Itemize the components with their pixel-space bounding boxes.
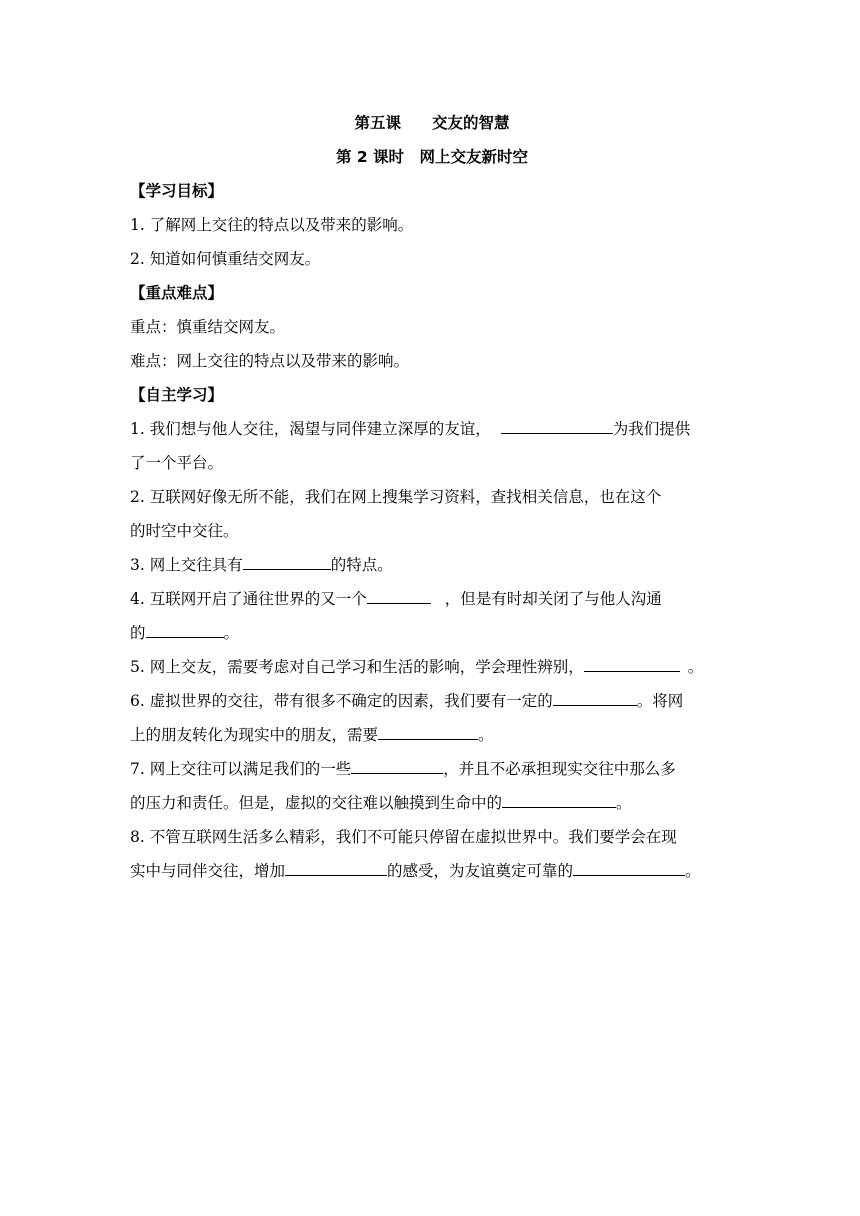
question-1-line: 了一个平台。 bbox=[130, 454, 224, 472]
answer-blank bbox=[243, 555, 331, 570]
question-8-text: 实中与同伴交往，增加 bbox=[130, 862, 286, 880]
question-8-line bbox=[130, 859, 734, 881]
question-6-line bbox=[130, 689, 734, 711]
question-3-text: 的特点。 bbox=[330, 556, 393, 574]
question-7-text: ，并且不必承担现实交往中那么多 bbox=[443, 760, 676, 778]
question-4-text: ，但是有时却关闭了与他人沟通 bbox=[444, 590, 662, 608]
answer-blank bbox=[573, 861, 685, 876]
answer-blank bbox=[502, 793, 616, 808]
question-4-text: 的 bbox=[130, 624, 146, 642]
question-5-text: 。 bbox=[687, 658, 704, 676]
question-4-line bbox=[130, 621, 734, 643]
question-7-text: 的压力和责任。但是，虚拟的交往难以触摸到生命中的 bbox=[130, 794, 503, 812]
question-6-line bbox=[130, 723, 734, 745]
question-7-text: 7. 网上交往可以满足我们的一些 bbox=[130, 760, 352, 778]
question-6-text: 。 bbox=[478, 726, 494, 744]
answer-blank bbox=[501, 419, 613, 434]
lesson-subtitle: 第 2 课时 网上交友新时空 bbox=[335, 148, 529, 166]
question-2-line: 的时空中交往。 bbox=[130, 522, 239, 540]
answer-blank bbox=[553, 691, 637, 706]
question-1-text: 为我们提供 bbox=[612, 420, 691, 438]
goals-heading: 【学习目标】 bbox=[130, 182, 224, 200]
answer-blank bbox=[378, 725, 478, 740]
question-2-line: 2. 互联网好像无所不能，我们在网上搜集学习资料，查找相关信息，也在这个 bbox=[130, 488, 662, 506]
question-7-line bbox=[130, 791, 734, 813]
question-4-text: 4. 互联网开启了通往世界的又一个 bbox=[130, 590, 367, 608]
question-8-text: 的感受，为友谊奠定可靠的 bbox=[387, 862, 574, 880]
question-3-text: 3. 网上交往具有 bbox=[130, 556, 243, 574]
question-1-text: 1. 我们想与他人交往，渴望与同伴建立深厚的友谊， bbox=[130, 420, 491, 438]
question-6-text: 上的朋友转化为现实中的朋友，需要 bbox=[130, 726, 379, 744]
question-3-line bbox=[130, 553, 734, 575]
answer-blank bbox=[367, 589, 431, 604]
question-5-text: 5. 网上交友，需要考虑对自己学习和生活的影响，学会理性辨别， bbox=[130, 658, 584, 676]
answer-blank bbox=[351, 759, 443, 774]
goal-item: 1. 了解网上交往的特点以及带来的影响。 bbox=[130, 216, 414, 234]
question-4-line bbox=[130, 587, 734, 609]
question-8-line: 8. 不管互联网生活多么精彩，我们不可能只停留在虚拟世界中。我们要学会在现 bbox=[130, 828, 677, 846]
key-points-heading: 【重点难点】 bbox=[130, 284, 224, 302]
self-study-heading: 【自主学习】 bbox=[130, 386, 224, 404]
question-6-text: 。将网 bbox=[636, 692, 684, 710]
answer-blank bbox=[584, 657, 680, 672]
answer-blank bbox=[285, 861, 387, 876]
question-6-text: 6. 虚拟世界的交往，带有很多不确定的因素，我们要有一定的 bbox=[130, 692, 553, 710]
difficulty-item: 难点：网上交往的特点以及带来的影响。 bbox=[130, 352, 410, 370]
answer-blank bbox=[146, 623, 224, 638]
question-7-line bbox=[130, 757, 734, 779]
goal-item: 2. 知道如何慎重结交网友。 bbox=[130, 250, 321, 268]
question-1-line bbox=[130, 417, 734, 439]
key-point-item: 重点：慎重结交网友。 bbox=[130, 318, 286, 336]
question-8-text: 。 bbox=[685, 862, 701, 880]
question-7-text: 。 bbox=[616, 794, 632, 812]
question-5-line bbox=[130, 655, 734, 677]
question-4-text: 。 bbox=[223, 624, 240, 642]
lesson-title: 第五课 交友的智慧 bbox=[354, 114, 510, 132]
